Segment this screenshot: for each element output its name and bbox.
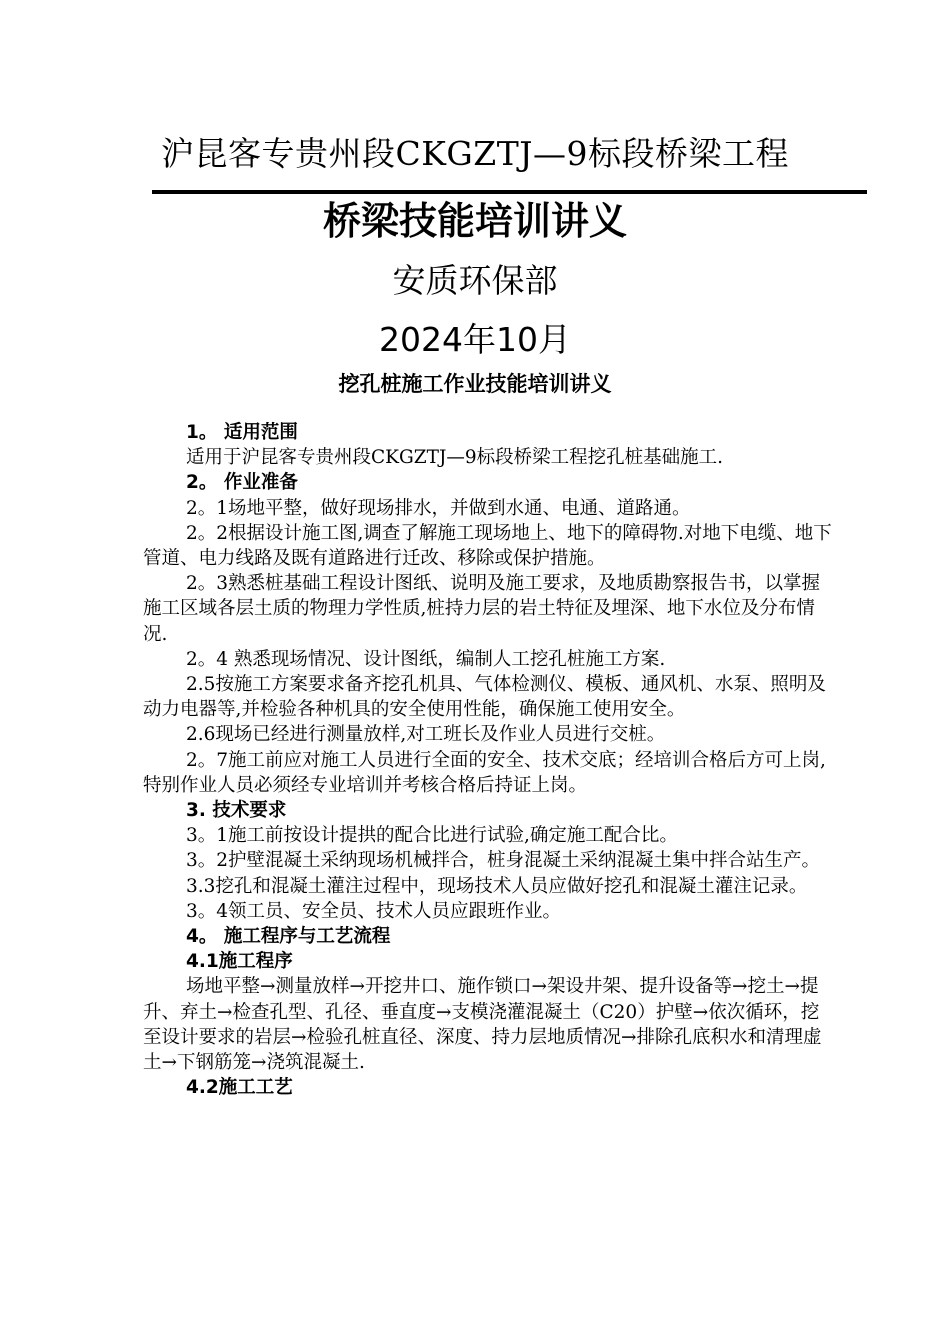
paragraph: 3。2护壁混凝土采纳现场机械拌合，桩身混凝土采纳混凝土集中拌合站生产。 <box>186 850 821 872</box>
department-name: 安质环保部 <box>392 261 558 300</box>
section-heading: 4。 施工程序与工艺流程 <box>186 926 391 948</box>
paragraph: 3。4领工员、安全员、技术人员应跟班作业。 <box>186 900 562 922</box>
paragraph: 2。3熟悉桩基础工程设计图纸、说明及施工要求，及地质勘察报告书，以掌握施工区域各层土质的物理力学性质,桩持力层的岩土特征及埋深、地下水位及分布情况. <box>143 573 821 645</box>
main-title: 桥梁技能培训讲义 <box>322 199 627 243</box>
paragraph: 2。4 熟悉现场情况、设计图纸，编制人工挖孔桩施工方案. <box>186 648 666 670</box>
paragraph: 2.6现场已经进行测量放样,对工班长及作业人员进行交桩。 <box>186 724 666 746</box>
document-date: 2024年10月 <box>379 320 571 359</box>
paragraph: 3。1施工前按设计提拱的配合比进行试验,确定施工配合比。 <box>186 825 678 847</box>
subsection-heading: 4.2施工工艺 <box>186 1077 293 1099</box>
document-title: 挖孔桩施工作业技能培训讲义 <box>338 372 612 396</box>
project-title: 沪昆客专贵州段CKGZTJ—9标段桥梁工程 <box>161 134 789 173</box>
paragraph: 2。7施工前应对施工人员进行全面的安全、技术交底；经培训合格后方可上岗,特别作业人员必须经专业培训并考核合格后持证上岗。 <box>143 749 826 796</box>
document-body <box>143 420 833 1100</box>
paragraph: 2.5按施工方案要求备齐挖孔机具、气体检测仪、模板、通风机、水泵、照明及动力电器等,并检验各种机具的安全使用性能，确保施工使用安全。 <box>143 674 826 721</box>
paragraph: 场地平整→测量放样→开挖井口、施作锁口→架设井架、提升设备等→挖土→提升、弃土→检查孔型、孔径、垂直度→支模浇灌混凝土（C20）护壁→依次循环，挖至设计要求的岩层→检验孔桩直径、深度、持力层地质情况→排除孔底积水和清理虚土→下钢筋笼→浇筑混凝土. <box>143 976 822 1074</box>
section-heading: 1。 适用范围 <box>186 422 298 443</box>
paragraph: 3.3挖孔和混凝土灌注过程中，现场技术人员应做好挖孔和混凝土灌注记录。 <box>186 875 808 897</box>
subsection-heading: 4.1施工程序 <box>186 951 293 973</box>
paragraph: 适用于沪昆客专贵州段CKGZTJ—9标段桥梁工程挖孔桩基础施工. <box>186 447 724 469</box>
paragraph: 2。2根据设计施工图,调查了解施工现场地上、地下的障碍物.对地下电缆、地下管道、电力线路及既有道路进行迁改、移除或保护措施。 <box>143 522 832 570</box>
section-heading: 2。 作业准备 <box>186 472 298 494</box>
paragraph: 2。1场地平整，做好现场排水，并做到水通、电通、道路通。 <box>186 497 691 519</box>
section-heading: 3. 技术要求 <box>186 800 287 822</box>
